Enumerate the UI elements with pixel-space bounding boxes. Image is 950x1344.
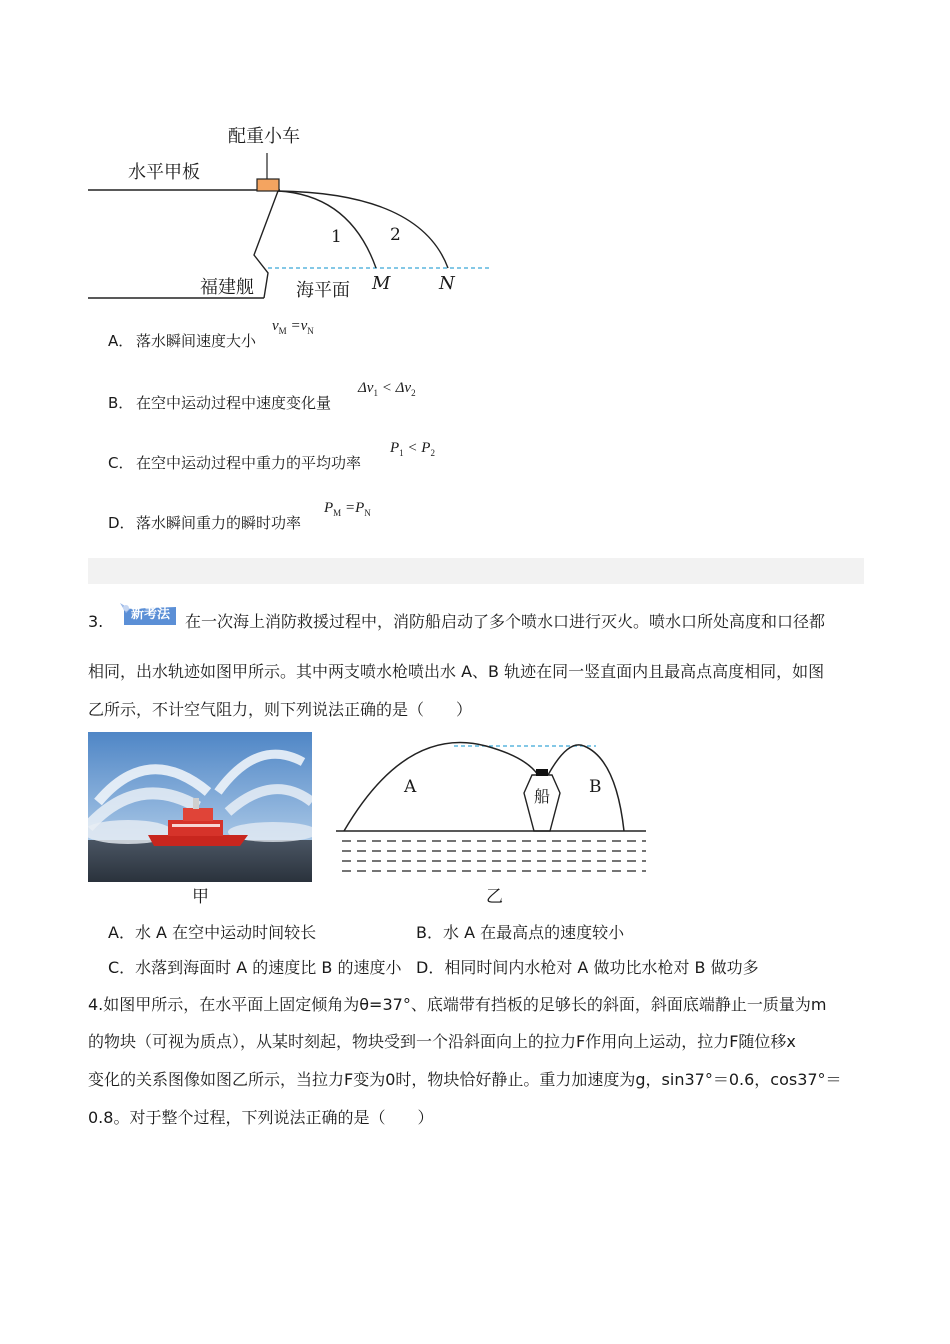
q4-line2: 的物块（可视为质点），从某时刻起，物块受到一个沿斜面向上的拉力F作用向上运动，拉力F随位移x [88,1032,796,1051]
q4-line3: 变化的关系图像如图乙所示，当拉力F变为0时，物块恰好静止。重力加速度为g，sin37°＝0.6，cos37°＝ [88,1070,842,1089]
q4-line4: 0.8。对于整个过程，下列说法正确的是（ ） [88,1108,434,1127]
option-letter: A． [108,332,134,350]
option-text: 在空中运动过程中重力的平均功率 [136,454,362,472]
q3-line1: 在一次海上消防救援过程中，消防船启动了多个喷水口进行灭火。喷水口所处高度和口径都 [185,612,826,631]
new-exam-badge [120,603,180,629]
trajectory-2 [278,191,448,268]
counterweight-car [257,179,279,191]
car-label: 配重小车 [228,126,300,147]
q3-option-c: C．水落到海面时 A 的速度比 B 的速度小 [108,958,402,977]
option-formula: $P_1 < P_2$ [390,440,435,458]
q2-option-d [108,500,508,540]
label-a: A [404,777,417,797]
badge-label: 新考法 [131,607,171,622]
ship-hull [254,191,278,298]
path-2-label: 2 [390,225,401,245]
nozzle [536,769,548,776]
option-letter: B． [108,394,134,412]
q3-option-a: A．水 A 在空中运动时间较长 [108,923,317,942]
q3-line2: 相同，出水轨迹如图甲所示。其中两支喷水枪喷出水 A、B 轨迹在同一竖直面内且最高点高度相同，如图 [88,662,825,681]
q2-option-a [108,318,508,358]
label-ship: 船 [534,787,551,806]
fireboat-photo [88,732,312,882]
deck-label: 水平甲板 [128,162,200,183]
q2-option-c [108,440,508,480]
trajectory-a [344,743,538,831]
q2-option-b [108,380,508,420]
ship-label: 福建舰 [200,277,254,298]
q3-option-d: D．相同时间内水枪对 A 做功比水枪对 B 做功多 [416,958,759,977]
sea-level-label: 海平面 [296,280,350,301]
path-1-label: 1 [331,227,342,247]
caption-yi: 乙 [486,887,503,907]
option-text: 落水瞬间重力的瞬时功率 [136,514,302,532]
q3-line3: 乙所示，不计空气阻力，则下列说法正确的是（ ） [88,700,473,719]
q4-line1: 4.如图甲所示，在水平面上固定倾角为θ=37°、底端带有挡板的足够长的斜面，斜面底端静止一质量为m [88,995,827,1014]
option-letter: D． [108,514,135,532]
option-text: 落水瞬间速度大小 [136,332,257,350]
trajectory-b [548,745,624,831]
trajectory-1 [278,191,376,268]
option-text: 在空中运动过程中速度变化量 [136,394,332,412]
water-jet-diagram [336,735,652,880]
option-formula: $v_M =v_N$ [272,318,314,336]
caption-jia: 甲 [192,887,209,907]
option-formula: $\Delta v_1 < \Delta v_2$ [358,380,416,398]
q3-option-b: B．水 A 在最高点的速度较小 [416,923,625,942]
section-separator [88,558,864,584]
q3-number: 3. [88,612,104,631]
point-m-label: M [372,273,391,294]
label-b: B [589,777,602,797]
option-letter: C． [108,454,134,472]
point-n-label: N [439,273,455,294]
option-formula: $P_M =P_N$ [324,500,371,518]
